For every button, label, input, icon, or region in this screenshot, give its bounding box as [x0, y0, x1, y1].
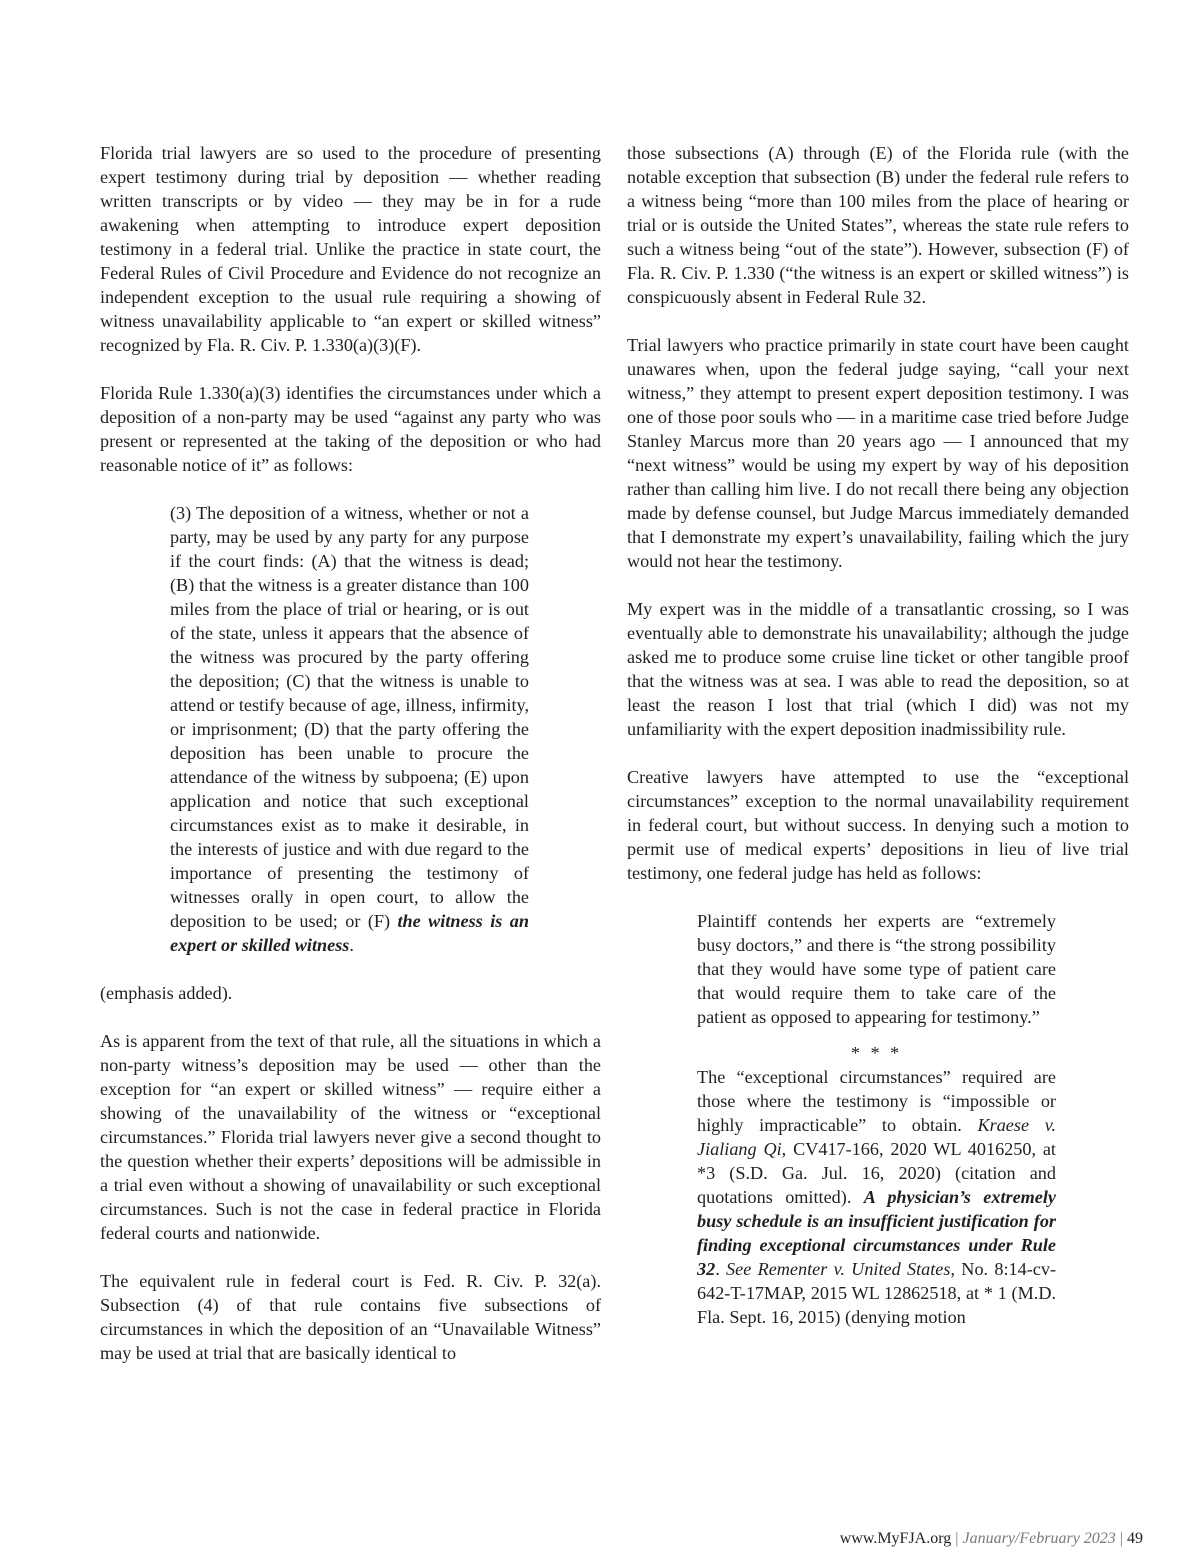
paragraph: My expert was in the middle of a transatlantic crossing, so I was eventually able to demonstrate his unavailability; although the judge asked me to produce some cruise line ticket or other tangible proof that the witness was at sea. I was able to read the deposition, so at least the reason I lost that trial (which I did) was not my unfamiliarity with the expert deposition inadmissibility rule. [627, 599, 1129, 739]
quote-end: . [349, 935, 354, 955]
paragraph: Florida Rule 1.330(a)(3) identifies the circumstances under which a deposition of a non-party may be used “against any party who was present or represented at the taking of the deposition or who had reasonable notice of it” as follows: [100, 383, 601, 475]
quote-paragraph [697, 1065, 1056, 1329]
quote-paragraph [170, 501, 529, 957]
see-signal: See [726, 1259, 752, 1279]
quote-text: The “exceptional circumstances” required are those where the testimony is “impossible or highly impracticable” to obtain. [697, 1067, 1056, 1135]
quote-emphasis: the witness is an expert or skilled witness [170, 911, 529, 955]
quote-paragraph: Plaintiff contends her experts are “extremely busy doctors,” and there is “the strong possibility that they would have some type of patient care that would require them to take care of the patient as opposed to appearing for testimony.” [697, 911, 1056, 1027]
block-quote [170, 501, 529, 957]
quote-text: , No. 8:14-cv-642-T-17MAP, 2015 WL 12862518, at * 1 (M.D. Fla. Sept. 16, 2015) (denying motion [697, 1259, 1057, 1327]
quote-text: (3) The deposition of a witness, whether or not a party, may be used by any party for any purpose if the court finds: (A) that the witness is dead; (B) that the witness is a greater distance than 100 miles from the place of trial or hearing, or is out of the state, unless it appears that the absence of the witness was procured by the party offering the deposition; (C) that the witness is unable to attend or testify because of age, illness, infirmity, or imprisonment; (D) that the party offering the deposition has been unable to procure the attendance of the witness by subpoena; (E) upon application and notice that such exceptional circumstances exist as to make it desirable, in the interests of justice and with due regard to the importance of presenting the testimony of witnesses orally in open court, to allow the deposition to be used; or (F) [170, 503, 529, 931]
right-column [627, 141, 1129, 1353]
case-name: Rementer v. United States [757, 1259, 951, 1279]
quote-text: , CV417-166, 2020 WL 4016250, at *3 (S.D. Ga. Jul. 16, 2020) (citation and quotations omitted). [697, 1139, 1056, 1207]
footer-issue: January/February 2023 [962, 1530, 1116, 1547]
block-quote [697, 909, 1056, 1329]
page-footer [840, 1529, 1143, 1549]
footer-website[interactable]: www.MyFJA.org [839, 1530, 952, 1547]
paragraph: Trial lawyers who practice primarily in state court have been caught unawares when, upon the federal judge saying, “call your next witness,” they attempt to present expert deposition testimony. I was one of those poor souls who — in a maritime case tried before Judge Stanley Marcus more than 20 years ago — I announced that my “next witness” would be using my expert by way of his deposition rather than calling him live. I do not recall there being any objection made by defense counsel, but Judge Marcus immediately demanded that I demonstrate my expert’s unavailability, failing which the jury would not hear the testimony. [627, 335, 1129, 571]
quote-text: . [715, 1259, 727, 1279]
paragraph: Florida trial lawyers are so used to the procedure of presenting expert testimony during trial by deposition — whether reading written transcripts or by video — they may be in for a rude awakening when attempting to introduce expert deposition testimony in a federal trial. Unlike the practice in state court, the Federal Rules of Civil Procedure and Evidence do not recognize an independent exception to the usual rule requiring a showing of witness unavailability applicable to “an expert or skilled witness” recognized by Fla. R. Civ. P. 1.330(a)(3)(F). [100, 143, 601, 355]
paragraph: those subsections (A) through (E) of the Florida rule (with the notable exception that subsection (B) under the federal rule refers to a witness being “more than 100 miles from the place of hearing or trial or is outside the United States”, whereas the state rule refers to such a witness being “out of the state”). However, subsection (F) of Fla. R. Civ. P. 1.330 (“the witness is an expert or skilled witness”) is conspicuously absent in Federal Rule 32. [627, 143, 1129, 307]
left-column [100, 141, 601, 1389]
emphasis-note: (emphasis added). [100, 983, 233, 1003]
paragraph: As is apparent from the text of that rule, all the situations in which a non-party witness’s deposition may be used — other than the exception for “an expert or skilled witness” — require either a showing of the unavailability of the witness or “exceptional circumstances.” Florida trial lawyers never give a second thought to the question whether their experts’ depositions will be admissible in a trial even without a showing of unavailability or such exceptional circumstances. Such is not the case in federal practice in Florida federal courts and nationwide. [100, 1031, 601, 1243]
page-number: 49 [1127, 1530, 1143, 1547]
footer-separator: | [951, 1530, 963, 1547]
quote-emphasis: A physician’s extremely busy schedule is an insufficient justification for finding exceptional circumstances under Rule 32 [697, 1187, 1057, 1279]
section-break-stars: * * * [850, 1043, 903, 1063]
footer-separator: | [1115, 1530, 1127, 1547]
paragraph: Creative lawyers have attempted to use the “exceptional circumstances” exception to the normal unavailability requirement in federal court, but without success. In denying such a motion to permit use of medical experts’ depositions in lieu of live trial testimony, one federal judge has held as follows: [627, 767, 1129, 883]
paragraph: The equivalent rule in federal court is Fed. R. Civ. P. 32(a). Subsection (4) of that rule contains five subsections of circumstances in which the deposition of an “Unavailable Witness” may be used at trial that are basically identical to [100, 1271, 601, 1363]
case-name: Kraese v. Jialiang Qi [697, 1115, 1056, 1159]
